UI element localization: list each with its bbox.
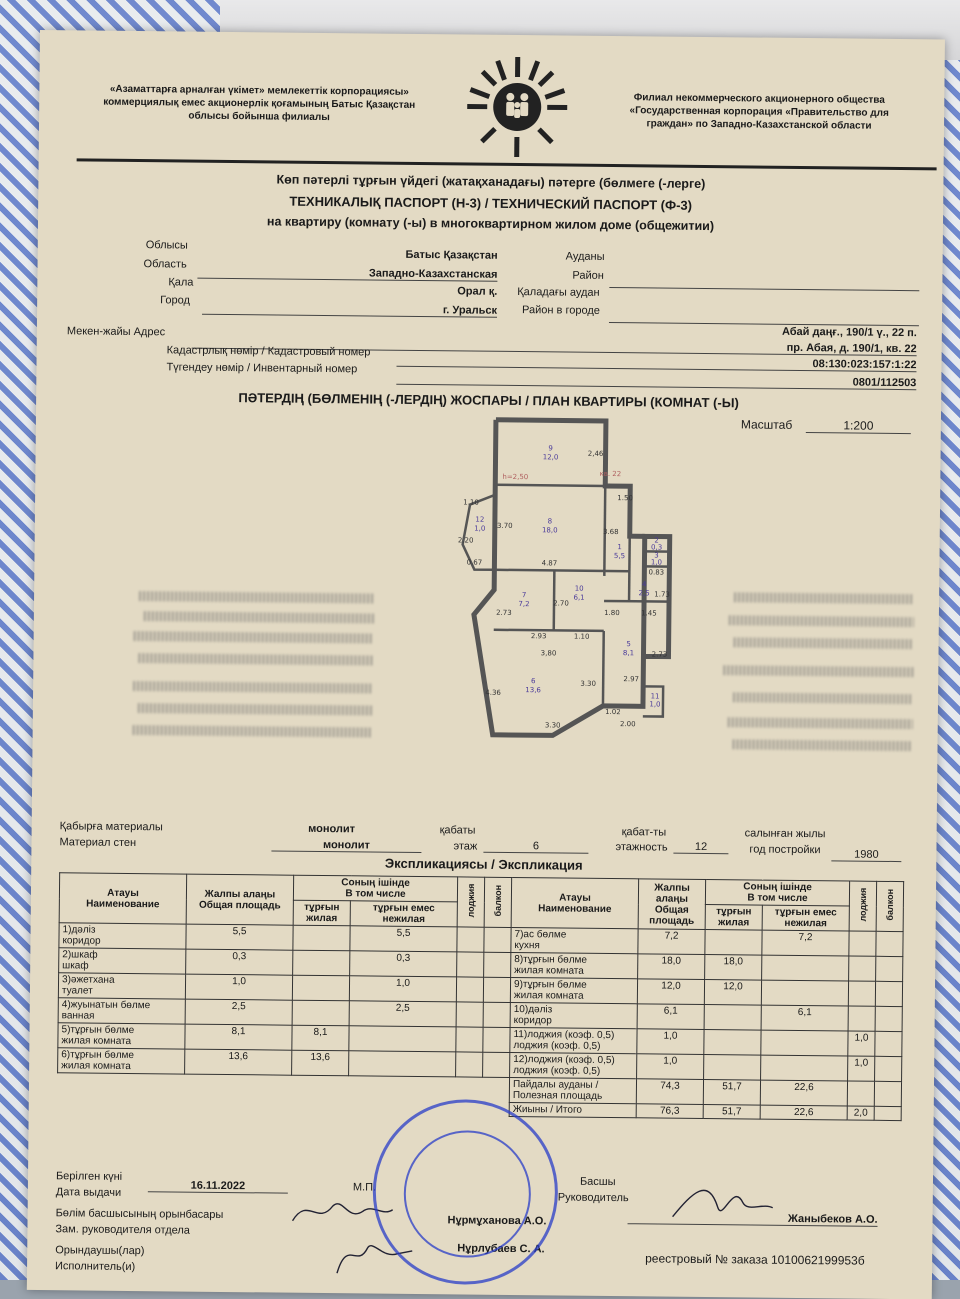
cell-right-loggia [849,931,876,956]
head-label-ru: Руководитель [558,1191,629,1204]
cell-right-balcony [875,1006,902,1031]
technical-passport-document [27,30,945,1299]
col-header-balcony-r: балкон [876,881,904,931]
cell-right-name [510,1027,637,1053]
cell-right-loggia [848,981,875,1006]
floors-value: 12 [673,841,728,855]
room-12-number: 12 [475,516,484,524]
inventory-label: Түгендеу нөмір / Инвентарный номер [166,361,357,375]
cell-right-name [511,952,638,978]
cell-name-ru: лоджия (коэф. 0,5) [513,1065,633,1077]
redacted-block [133,725,373,738]
dim-label: 2.00 [620,720,636,728]
cell-left-nonliving: 1,0 [349,976,456,1002]
redacted-block [144,611,374,623]
dim-label: 2.70 [553,599,569,607]
header-left-kz [99,83,419,125]
cell-left-nonliving: 0,3 [350,951,457,977]
useful-area-label: Пайдалы ауданы / Полезная площадь [509,1077,636,1103]
cell-name-kz: 4)жуынатын бөлме [62,999,182,1011]
ceiling-height: h=2,50 [502,473,528,481]
cell-right-balcony [876,956,903,981]
dim-label: 4.36 [485,689,501,697]
gorod-label: Город [160,294,190,306]
cell-left-living [292,975,349,1001]
cell-name-ru: шкаф [62,960,182,972]
stamp-inner-ring [403,1130,531,1258]
year-label-kz: салынған жылы [745,827,826,840]
room-4-area: 2,5 [639,589,650,597]
raion-line [609,286,919,291]
col-header-total-r: Жалпы алаңы Общая площадь [638,879,706,930]
dim-label: 1.73 [654,590,670,598]
cell-left-total: 13,6 [185,1049,292,1075]
oblys-value: Батыс Қазақстан [338,248,498,262]
executor-label-ru: Исполнитель(и) [55,1260,135,1273]
title-kz: Көп пәтерлі тұрғын үйдегі (жатақханадағы) пәтерге (бөлмеге (-лерге) [38,170,943,193]
cell-left-living [292,1000,349,1026]
header-right-line: «Государственная корпорация «Правительство для [599,104,919,120]
cell-name-kz: 8)тұрғын бөлме [514,954,634,966]
head-label-kz: Басшы [580,1176,616,1188]
room-1-number: 1 [617,543,622,551]
room-5-number: 5 [626,640,631,648]
col-header-loggia: лоджия [457,877,485,927]
issued-label-ru: Дата выдачи [56,1186,121,1199]
cell-right-total: 18,0 [638,954,705,980]
wall-material-value-ru: монолит [271,838,421,853]
cell-right-total: 7,2 [638,929,705,955]
cell-left-total: 5,5 [186,924,293,950]
redacted-block [729,615,914,627]
grand-total-total: 76,3 [636,1104,703,1119]
cadastr-label: Кадастрлық нөмір / Кадастровый номер [167,344,371,358]
inventory-value: 0801/112503 [396,372,916,390]
registry-number: реестровый № заказа 1010062199953б [645,1251,865,1267]
grand-total-loggia: 2,0 [847,1106,874,1120]
cell-left-living: 8,1 [292,1025,349,1051]
col-header-living-r: тұрғын жилая [705,905,762,931]
cell-left-balcony [483,977,510,1002]
deputy-name: Нұрмұханова А.О. [447,1214,567,1227]
dim-label: 1.50 [617,494,633,502]
cell-left-name [59,923,186,949]
cell-right-nonliving: 7,2 [762,930,849,956]
cell-right-living [705,930,762,956]
seal-place: М.П. [353,1181,376,1193]
cell-left-name [58,1048,185,1074]
cell-name-kz: 9)тұрғын бөлме [514,979,634,991]
room-11-number: 11 [651,692,660,700]
room-9-number: 9 [548,444,553,452]
cell-right-loggia [849,956,876,981]
cell-right-loggia [848,1006,875,1031]
cell-right-nonliving [761,980,848,1006]
cell-left-loggia [456,977,483,1002]
wall-material-label-ru: Материал стен [59,836,136,849]
floors-label-ru: этажность [615,841,667,854]
cell-right-total: 1,0 [637,1054,704,1080]
cell-name-kz: 1)дәліз [63,924,183,936]
dim-label: 1.80 [604,609,620,617]
cell-left-name [58,1023,185,1049]
cell-name-ru: лоджия (коэф. 0,5) [513,1040,633,1052]
cell-name-kz: 2)шкаф [62,949,182,961]
cell-right-nonliving [762,955,849,981]
dim-label: 1.02 [605,708,621,716]
cell-right-nonliving [761,1055,848,1081]
oblast-value: Западно-Казахстанская [197,266,497,282]
kala-value: Орал қ. [337,284,497,298]
useful-area-nonliving: 22,6 [760,1080,847,1106]
dim-label: 1.10 [574,633,590,641]
cell-left-nonliving: 2,5 [349,1001,456,1027]
wall-material-value-kz: монолит [292,823,372,836]
redacted-block [734,592,914,604]
col-header-nonliving: тұрғын емес нежилая [350,901,457,927]
gorod-value: г. Уральск [202,302,497,318]
cell-left-loggia [456,1052,483,1077]
audany-label: Ауданы [566,251,605,263]
col-header-loggia-r: лоджия [849,881,877,931]
dim-label: 2.97 [623,675,639,683]
cell-right-balcony [876,931,903,956]
header-left-line: коммерциялық емес акционерлік қоғамының Батыс Қазақстан [99,96,419,112]
room-8-area: 18,0 [542,526,558,534]
room-2-area: 0,3 [651,543,662,551]
useful-area-living: 51,7 [703,1080,760,1106]
cell-left-balcony [483,1052,510,1077]
dim-label: 1.45 [641,609,657,617]
header-left-line: облысы бойынша филиалы [99,109,419,125]
grand-total-label: Жиыны / Итого [509,1102,636,1117]
grand-total-living: 51,7 [703,1105,760,1120]
col-header-name-r: Атауы Наименование [511,877,639,928]
head-signature [668,1172,779,1228]
dim-label: 3,80 [541,649,557,657]
room-11-area: 1,0 [649,700,660,708]
dim-label: 2.73 [496,609,512,617]
kala-label: Қала [168,276,193,288]
header-right-line: Филиал некоммерческого акционерного общества [599,91,919,107]
room-10-number: 10 [575,585,584,593]
deputy-label-ru: Зам. руководителя отдела [55,1223,190,1236]
official-stamp [372,1099,559,1286]
address-label: Мекен-жайы Адрес [67,325,165,338]
cell-left-loggia [456,1002,483,1027]
cell-left-total: 0,3 [186,949,293,975]
cell-name-ru: кухня [514,940,634,952]
cell-right-total: 1,0 [637,1029,704,1055]
scale-label: Масштаб [741,417,792,432]
room-10-area: 6,1 [573,594,584,602]
floor-value: 6 [483,840,588,854]
cell-right-balcony [875,1056,902,1081]
cell-right-name [510,1052,637,1078]
redacted-block [723,665,913,677]
wall-material-label-kz: Қабырға материалы [60,820,163,833]
cell-left-loggia [457,927,484,952]
executor-name: Нұрлубаев С. А. [457,1242,577,1255]
useful-area-total: 74,3 [636,1079,703,1105]
col-header-name: Атауы Наименование [59,873,187,924]
issued-date: 16.11.2022 [148,1179,288,1193]
cell-left-total: 2,5 [185,999,292,1025]
header-right-ru [599,91,919,133]
dim-label: 3.68 [603,528,619,536]
explication-title: Экспликациясы / Экспликация [31,852,936,876]
title-main: ТЕХНИКАЛЫҚ ПАСПОРТ (Н-3) / ТЕХНИЧЕСКИЙ ПАСПОРТ (Ф-3) [38,191,943,215]
room-4-number: 4 [642,580,647,588]
redacted-block [138,703,373,715]
explication-table [57,872,904,1121]
cell-right-name [510,1002,637,1028]
dim-label: 3.30 [580,680,596,688]
col-header-incl-r: Соның ішінде В том числе [705,880,849,907]
cell-left-living [293,950,350,976]
room-9-area: 12,0 [543,453,559,461]
address-value-kz: Абай даңғ., 190/1 ү., 22 п. [637,324,917,339]
room-7-area: 7,2 [518,600,529,608]
cell-right-living: 18,0 [705,955,762,981]
cell-name-kz: 5)тұрғын бөлме [61,1024,181,1036]
room-7-number: 7 [522,591,527,599]
apartment-label: кв. 22 [599,470,621,478]
room-3-number: 3 [654,551,659,559]
cell-left-loggia [456,1027,483,1052]
scale-value: 1:200 [806,418,911,434]
cell-name-ru: туалет [62,985,182,997]
floors-label-kz: қабат-ты [622,826,667,838]
room-12-area: 1,0 [474,525,485,533]
dim-label: 3.30 [545,721,561,729]
redacted-block [138,653,373,665]
cell-left-living [293,925,350,951]
cell-name-kz: 6)тұрғын бөлме [61,1049,181,1061]
room-2-number: 2 [654,536,659,544]
cell-name-kz: 10)дәліз [514,1004,634,1016]
dim-label: 0.83 [649,568,665,576]
dim-label: 3.70 [497,522,513,530]
header-left-line: «Азаматтарға арналған үкімет» мемлекеттік корпорациясы» [99,83,419,99]
redacted-block [733,739,913,751]
cell-left-name [59,948,186,974]
col-header-incl: Соның ішінде В том числе [293,875,457,902]
floor-label-kz: қабаты [440,824,476,836]
kala-audan-label: Қаладағы аудан [517,286,599,299]
cell-left-nonliving: 5,5 [350,926,457,952]
cell-left-nonliving [349,1026,456,1052]
cell-name-ru: жилая комната [514,965,634,977]
table-header-row [59,873,903,907]
room-5-area: 8,1 [623,649,634,657]
dim-label: 0.67 [467,558,483,566]
issued-label-kz: Берілген күні [56,1170,122,1183]
cell-left-loggia [457,952,484,977]
cell-right-name [511,927,638,953]
dim-label: 4.87 [542,559,558,567]
dim-label: 1.10 [463,498,479,506]
col-header-total: Жалпы алаңы Общая площадь [186,874,294,925]
redacted-block [134,631,374,644]
room-6-number: 6 [531,677,536,685]
cell-name-kz: 11)лоджия (коэф. 0,5) [513,1029,633,1041]
cell-right-loggia: 1,0 [848,1031,875,1056]
header-right-line: граждан» по Западно-Казахстанской области [599,117,919,133]
cell-name-ru: коридор [62,935,182,947]
year-label-ru: год постройки [749,843,820,856]
floor-plan [432,414,676,756]
cell-name-ru: жилая комната [514,990,634,1002]
cell-name-ru: жилая комната [61,1035,181,1047]
header-divider [77,158,937,170]
cell-left-balcony [484,952,511,977]
cell-left-nonliving [349,1051,456,1077]
cell-left-living: 13,6 [292,1050,349,1076]
cell-right-nonliving: 6,1 [761,1005,848,1031]
cadastr-value: 08:130:023:157:1:22 [396,354,916,372]
dim-label: 2.20 [458,536,474,544]
cell-left-name [58,998,185,1024]
cell-name-ru: жилая комната [61,1060,181,1072]
grand-total-nonliving: 22,6 [760,1105,847,1120]
redacted-block [728,717,913,729]
floor-label-ru: этаж [453,840,477,852]
col-header-nonliving-r: тұрғын емес нежилая [762,905,849,931]
cell-name-kz: 12)лоджия (коэф. 0,5) [513,1054,633,1066]
col-header-living: тұрғын жилая [293,900,350,926]
cell-right-loggia: 1,0 [848,1056,875,1081]
dim-label: 2.93 [531,632,547,640]
cell-right-total: 6,1 [637,1004,704,1030]
redacted-block [733,692,913,704]
government-corporation-logo [462,54,573,160]
room-1-area: 5,5 [614,552,625,560]
deputy-label-kz: Бөлім басшысының орынбасары [56,1207,224,1221]
room-3-area: 1,0 [651,558,662,566]
raion-gorod-label: Район в городе [522,304,600,317]
cell-left-balcony [483,1002,510,1027]
room-8-number: 8 [548,517,553,525]
cell-left-balcony [484,927,511,952]
cell-left-total: 8,1 [185,1024,292,1050]
cell-name-ru: ванная [62,1010,182,1022]
oblast-label: Область [143,258,186,270]
col-header-balcony: балкон [484,877,512,927]
cell-name-ru: коридор [514,1015,634,1027]
cell-right-total: 12,0 [637,979,704,1005]
cell-right-nonliving [761,1030,848,1056]
address-value-ru: пр. Абая, д. 190/1, кв. 22 [192,336,917,357]
dim-label: 2,46 [588,450,604,458]
year-value: 1980 [831,848,901,862]
raion-label: Район [572,270,604,282]
oblys-label: Облысы [146,239,188,251]
cell-name-kz: 3)әжетхана [62,974,182,986]
cell-right-balcony [875,981,902,1006]
cell-name-kz: 7)ас бөлме [514,929,634,941]
room-6-area: 13,6 [525,686,541,694]
cell-right-living [704,1030,761,1056]
head-name: Жаныбеков А.О. [628,1211,878,1227]
plan-title: ПӘТЕРДІҢ (БӨЛМЕНІҢ (-ЛЕРДІҢ) ЖОСПАРЫ / ПЛАН КВАРТИРЫ (КОМНАТ (-Ы) [36,388,941,412]
title-ru: на квартиру (комнату (-ы) в многоквартирном жилом доме (общежитии) [38,212,943,235]
cell-right-living: 12,0 [704,980,761,1006]
dim-label: 2.73 [652,650,668,658]
executor-label-kz: Орындаушы(лар) [55,1244,144,1257]
cell-right-name [510,977,637,1003]
redacted-block [734,637,914,649]
redacted-block [139,591,374,603]
cell-right-balcony [875,1031,902,1056]
redacted-block [133,681,373,694]
cell-left-total: 1,0 [185,974,292,1000]
cell-left-name [58,973,185,999]
cell-right-living [704,1055,761,1081]
cell-left-balcony [483,1027,510,1052]
cell-right-living [704,1005,761,1031]
